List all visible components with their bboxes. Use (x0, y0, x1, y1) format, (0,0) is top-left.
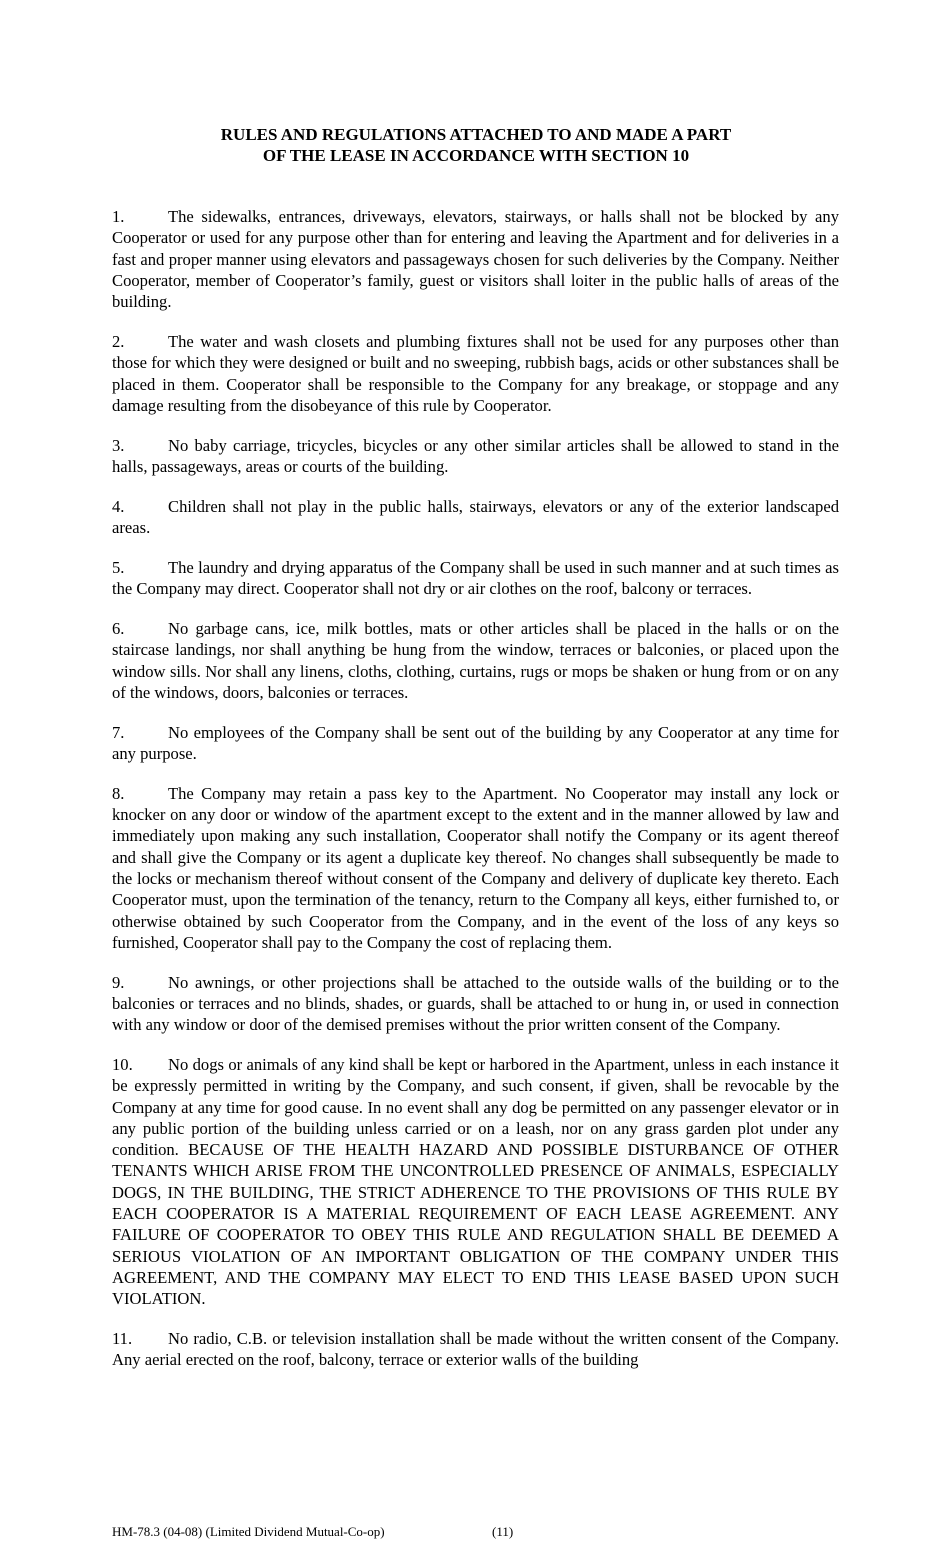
rule-text: No garbage cans, ice, milk bottles, mats or other articles shall be placed in the halls or on the staircase landings, nor shall anything be hung from the window, terraces or balconies, or placed upon the window sills. Nor shall any linens, cloths, clothing, curtains, rugs or mops be shaken or hung from or on any of the windows, doors, balconies or terraces. (112, 618, 839, 702)
rule-number: 4. (112, 496, 125, 516)
document-title (112, 124, 840, 166)
rule-number: 11. (112, 1329, 133, 1349)
form-id: HM-78.3 (04-08) (Limited Dividend Mutual-Co-op) (112, 1524, 385, 1539)
rule-number: 8. (112, 783, 125, 803)
rule-text: The Company may retain a pass key to the Apartment. No Cooperator may install any lock or knocker on any door or window of the apartment except to the extent and in the manner allowed by law and immediately upon making any such installation, Cooperator shall notify the Company or its agent thereof and shall give the Company or its agent a duplicate key thereof. No changes shall subsequently be made to the locks or mechanism thereof without consent of the Company and delivery of duplicate key thereto. Each Cooperator must, upon the termination of the tenancy, return to the Company all keys, either furnished to, or otherwise obtained by such Cooperator from the Company, and in the event of the loss of any keys so furnished, Cooperator shall pay to the Company the cost of replacing them. (112, 783, 839, 952)
title-line-2: OF THE LEASE IN ACCORDANCE WITH SECTION 10 (262, 146, 690, 165)
page-footer (112, 1524, 514, 1540)
rule-7 (112, 722, 839, 765)
rule-number: 1. (112, 207, 125, 226)
rule-text: No radio, C.B. or television installation shall be made without the written consent of the Company. Any aerial erected on the roof, balcony, terrace or exterior walls of the building (112, 1329, 839, 1370)
rule-6 (112, 618, 839, 703)
rule-text: Children shall not play in the public halls, stairways, elevators or any of the exterior landscaped areas. (112, 496, 839, 538)
title-line-1: RULES AND REGULATIONS ATTACHED TO AND MADE A PART (220, 125, 732, 144)
rule-8 (112, 783, 839, 953)
rule-number: 10. (112, 1055, 133, 1074)
rules-list (112, 206, 839, 1389)
rule-text: The water and wash closets and plumbing fixtures shall not be used for any purposes other than those for which they were designed or built and no sweeping, rubbish bags, acids or other substances shall be placed in them. Cooperator shall be responsible to the Company for any breakage, or stoppage and any damage resulting from the disobeyance of this rule by Cooperator. (112, 331, 839, 415)
rule-4 (112, 496, 839, 539)
rule-number: 6. (112, 618, 125, 638)
rule-text: No awnings, or other projections shall be attached to the outside walls of the building or to the balconies or terraces and no blinds, shades, or guards, shall be attached to or hung in, or used in connection with any window or door of the demised premises without the prior written consent of the Company. (112, 972, 839, 1035)
rule-number: 2. (112, 331, 125, 351)
rule-1 (112, 206, 839, 312)
rule-3 (112, 435, 839, 478)
rule-text: The sidewalks, entrances, driveways, elevators, stairways, or halls shall not be blocked by any Cooperator or used for any purpose other than for entering and leaving the Apartment and for deliveries in a fast and proper manner using elevators and passageways chosen for such deliveries by the Company. Neither Cooperator, member of Cooperator’s family, guest or visitors shall loiter in the public halls of areas of the building. (112, 207, 839, 312)
rule-9 (112, 972, 839, 1036)
rule-number: 7. (112, 722, 125, 742)
rule-text: No dogs or animals of any kind shall be kept or harbored in the Apartment, unless in each instance it be expressly permitted in writing by the Company, and such consent, if given, shall be revocable by the Company at any time for good cause. In no event shall any dog be permitted on any passenger elevator or in any public portion of the building unless carried or on a leash, nor on any grass garden plot under any condition. BECAUSE OF THE HEALTH HAZARD AND POSSIBLE DISTURBANCE OF OTHER TENANTS WHICH ARISE FROM THE UNCONTROLLED PRESENCE OF ANIMALS, ESPECIALLY DOGS, IN THE BUILDING, THE STRICT ADHERENCE TO THE PROVISIONS OF THIS RULE BY EACH COOPERATOR IS A MATERIAL REQUIREMENT OF EACH LEASE AGREEMENT. ANY FAILURE OF COOPERATOR TO OBEY THIS RULE AND REGULATION SHALL BE DEEMED A SERIOUS VIOLATION OF AN IMPORTANT OBLIGATION OF THE COMPANY UNDER THIS AGREEMENT, AND THE COMPANY MAY ELECT TO END THIS LEASE BASED UPON SUCH VIOLATION. (112, 1055, 839, 1309)
rule-text: No baby carriage, tricycles, bicycles or any other similar articles shall be allowed to stand in the halls, passageways, areas or courts of the building. (112, 435, 839, 476)
rule-5 (112, 557, 839, 600)
page-number: (11) (492, 1524, 514, 1539)
rule-text: The laundry and drying apparatus of the Company shall be used in such manner and at such times as the Company may direct. Cooperator shall not dry or air clothes on the roof, balcony or terraces. (112, 557, 839, 599)
rule-2 (112, 331, 839, 416)
rule-number: 9. (112, 972, 125, 992)
rule-text: No employees of the Company shall be sent out of the building by any Cooperator at any time for any purpose. (112, 722, 839, 763)
rule-10 (112, 1054, 839, 1310)
rule-number: 5. (112, 557, 125, 577)
rule-11 (112, 1328, 839, 1371)
rule-number: 3. (112, 435, 125, 455)
